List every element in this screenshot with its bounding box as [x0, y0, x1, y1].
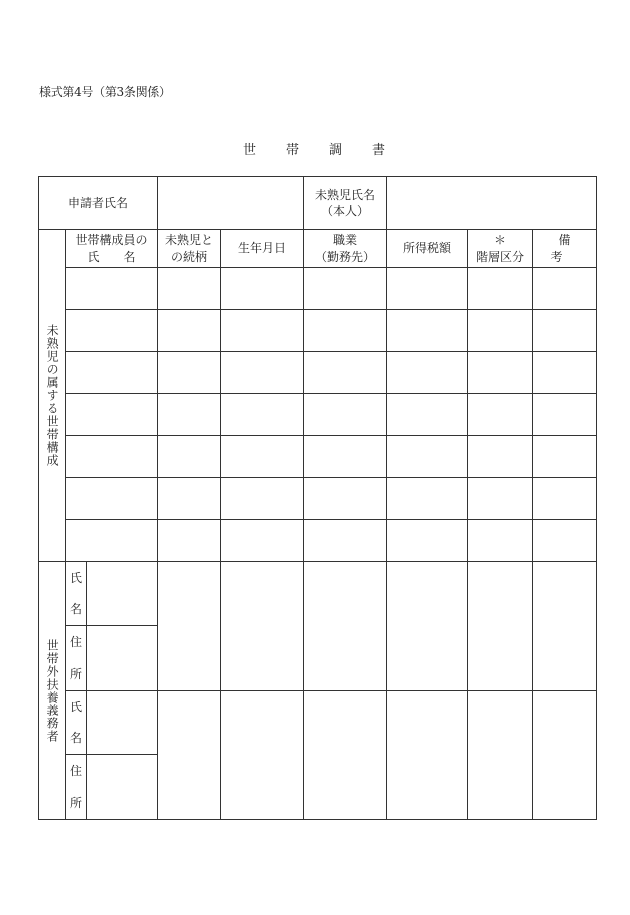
- supporters-section-label: 世帯外扶養義務者: [39, 562, 66, 820]
- remarks-cell[interactable]: [533, 268, 597, 310]
- income-tax-cell[interactable]: [387, 520, 468, 562]
- supporter-occupation-cell[interactable]: [304, 691, 387, 820]
- minor-name-field[interactable]: [387, 177, 597, 230]
- supporter-name-label: 氏 名: [66, 562, 87, 626]
- member-name-cell[interactable]: [66, 352, 158, 394]
- table-row: [39, 436, 597, 478]
- occupation-header: 職業 （勤務先）: [304, 230, 387, 268]
- relation-cell[interactable]: [158, 478, 221, 520]
- tier-cell[interactable]: [468, 268, 533, 310]
- income-tax-cell[interactable]: [387, 352, 468, 394]
- birth-date-cell[interactable]: [221, 268, 304, 310]
- table-row: [39, 352, 597, 394]
- tier-cell[interactable]: [468, 436, 533, 478]
- form-number: 様式第4号（第3条関係）: [39, 85, 171, 99]
- birth-date-cell[interactable]: [221, 478, 304, 520]
- member-name-cell[interactable]: [66, 478, 158, 520]
- income-tax-cell[interactable]: [387, 436, 468, 478]
- relation-cell[interactable]: [158, 310, 221, 352]
- supporter-birth-date-cell[interactable]: [221, 562, 304, 691]
- birth-date-header: 生年月日: [221, 230, 304, 268]
- remarks-cell[interactable]: [533, 310, 597, 352]
- member-name-cell[interactable]: [66, 394, 158, 436]
- birth-date-cell[interactable]: [221, 520, 304, 562]
- tier-header: ＊ 階層区分: [468, 230, 533, 268]
- tier-cell[interactable]: [468, 520, 533, 562]
- supporter-tier-cell[interactable]: [468, 691, 533, 820]
- supporter-address-label: 住 所: [66, 626, 87, 691]
- income-tax-cell[interactable]: [387, 268, 468, 310]
- household-survey-table: [38, 176, 597, 820]
- income-tax-cell[interactable]: [387, 478, 468, 520]
- table-row: [39, 478, 597, 520]
- supporter-tier-cell[interactable]: [468, 562, 533, 691]
- occupation-cell[interactable]: [304, 310, 387, 352]
- remarks-cell[interactable]: [533, 394, 597, 436]
- supporter-occupation-cell[interactable]: [304, 562, 387, 691]
- remarks-cell[interactable]: [533, 352, 597, 394]
- tier-cell[interactable]: [468, 352, 533, 394]
- supporter-remarks-cell[interactable]: [533, 691, 597, 820]
- birth-date-cell[interactable]: [221, 436, 304, 478]
- birth-date-cell[interactable]: [221, 352, 304, 394]
- table-row: [39, 394, 597, 436]
- applicant-name-field[interactable]: [158, 177, 304, 230]
- remarks-cell[interactable]: [533, 436, 597, 478]
- supporter-birth-date-cell[interactable]: [221, 691, 304, 820]
- remarks-cell[interactable]: [533, 520, 597, 562]
- supporter-income-tax-cell[interactable]: [387, 691, 468, 820]
- relation-header: 未熟児と の続柄: [158, 230, 221, 268]
- supporter-name-label: 氏 名: [66, 691, 87, 755]
- supporter-income-tax-cell[interactable]: [387, 562, 468, 691]
- supporter-name-row: [39, 691, 597, 755]
- relation-cell[interactable]: [158, 394, 221, 436]
- supporter-relation-cell[interactable]: [158, 691, 221, 820]
- remarks-cell[interactable]: [533, 478, 597, 520]
- member-name-cell[interactable]: [66, 520, 158, 562]
- tier-cell[interactable]: [468, 310, 533, 352]
- supporter-address-field[interactable]: [87, 755, 158, 820]
- relation-cell[interactable]: [158, 352, 221, 394]
- income-tax-cell[interactable]: [387, 394, 468, 436]
- applicant-name-label: 申請者氏名: [39, 177, 158, 230]
- table-row: [39, 520, 597, 562]
- table-row: [39, 268, 597, 310]
- birth-date-cell[interactable]: [221, 394, 304, 436]
- supporter-name-field[interactable]: [87, 691, 158, 755]
- page-title: 世帯調書: [242, 143, 415, 158]
- remarks-header: 備考: [533, 230, 597, 268]
- member-name-cell[interactable]: [66, 310, 158, 352]
- supporter-remarks-cell[interactable]: [533, 562, 597, 691]
- supporter-address-label: 住 所: [66, 755, 87, 820]
- occupation-cell[interactable]: [304, 478, 387, 520]
- occupation-cell[interactable]: [304, 394, 387, 436]
- occupation-cell[interactable]: [304, 352, 387, 394]
- supporter-address-field[interactable]: [87, 626, 158, 691]
- minor-name-label: 未熟児氏名 （本人）: [304, 177, 387, 230]
- tier-cell[interactable]: [468, 394, 533, 436]
- household-section-label: 未熟児の属する世帯構成: [39, 230, 66, 562]
- birth-date-cell[interactable]: [221, 310, 304, 352]
- supporter-relation-cell[interactable]: [158, 562, 221, 691]
- member-name-header: 世帯構成員の 氏 名: [66, 230, 158, 268]
- supporter-name-row: [39, 562, 597, 626]
- supporter-name-field[interactable]: [87, 562, 158, 626]
- income-tax-header: 所得税額: [387, 230, 468, 268]
- member-name-cell[interactable]: [66, 268, 158, 310]
- occupation-cell[interactable]: [304, 520, 387, 562]
- relation-cell[interactable]: [158, 520, 221, 562]
- occupation-cell[interactable]: [304, 268, 387, 310]
- occupation-cell[interactable]: [304, 436, 387, 478]
- relation-cell[interactable]: [158, 436, 221, 478]
- table-row: [39, 310, 597, 352]
- income-tax-cell[interactable]: [387, 310, 468, 352]
- tier-cell[interactable]: [468, 478, 533, 520]
- member-name-cell[interactable]: [66, 436, 158, 478]
- relation-cell[interactable]: [158, 268, 221, 310]
